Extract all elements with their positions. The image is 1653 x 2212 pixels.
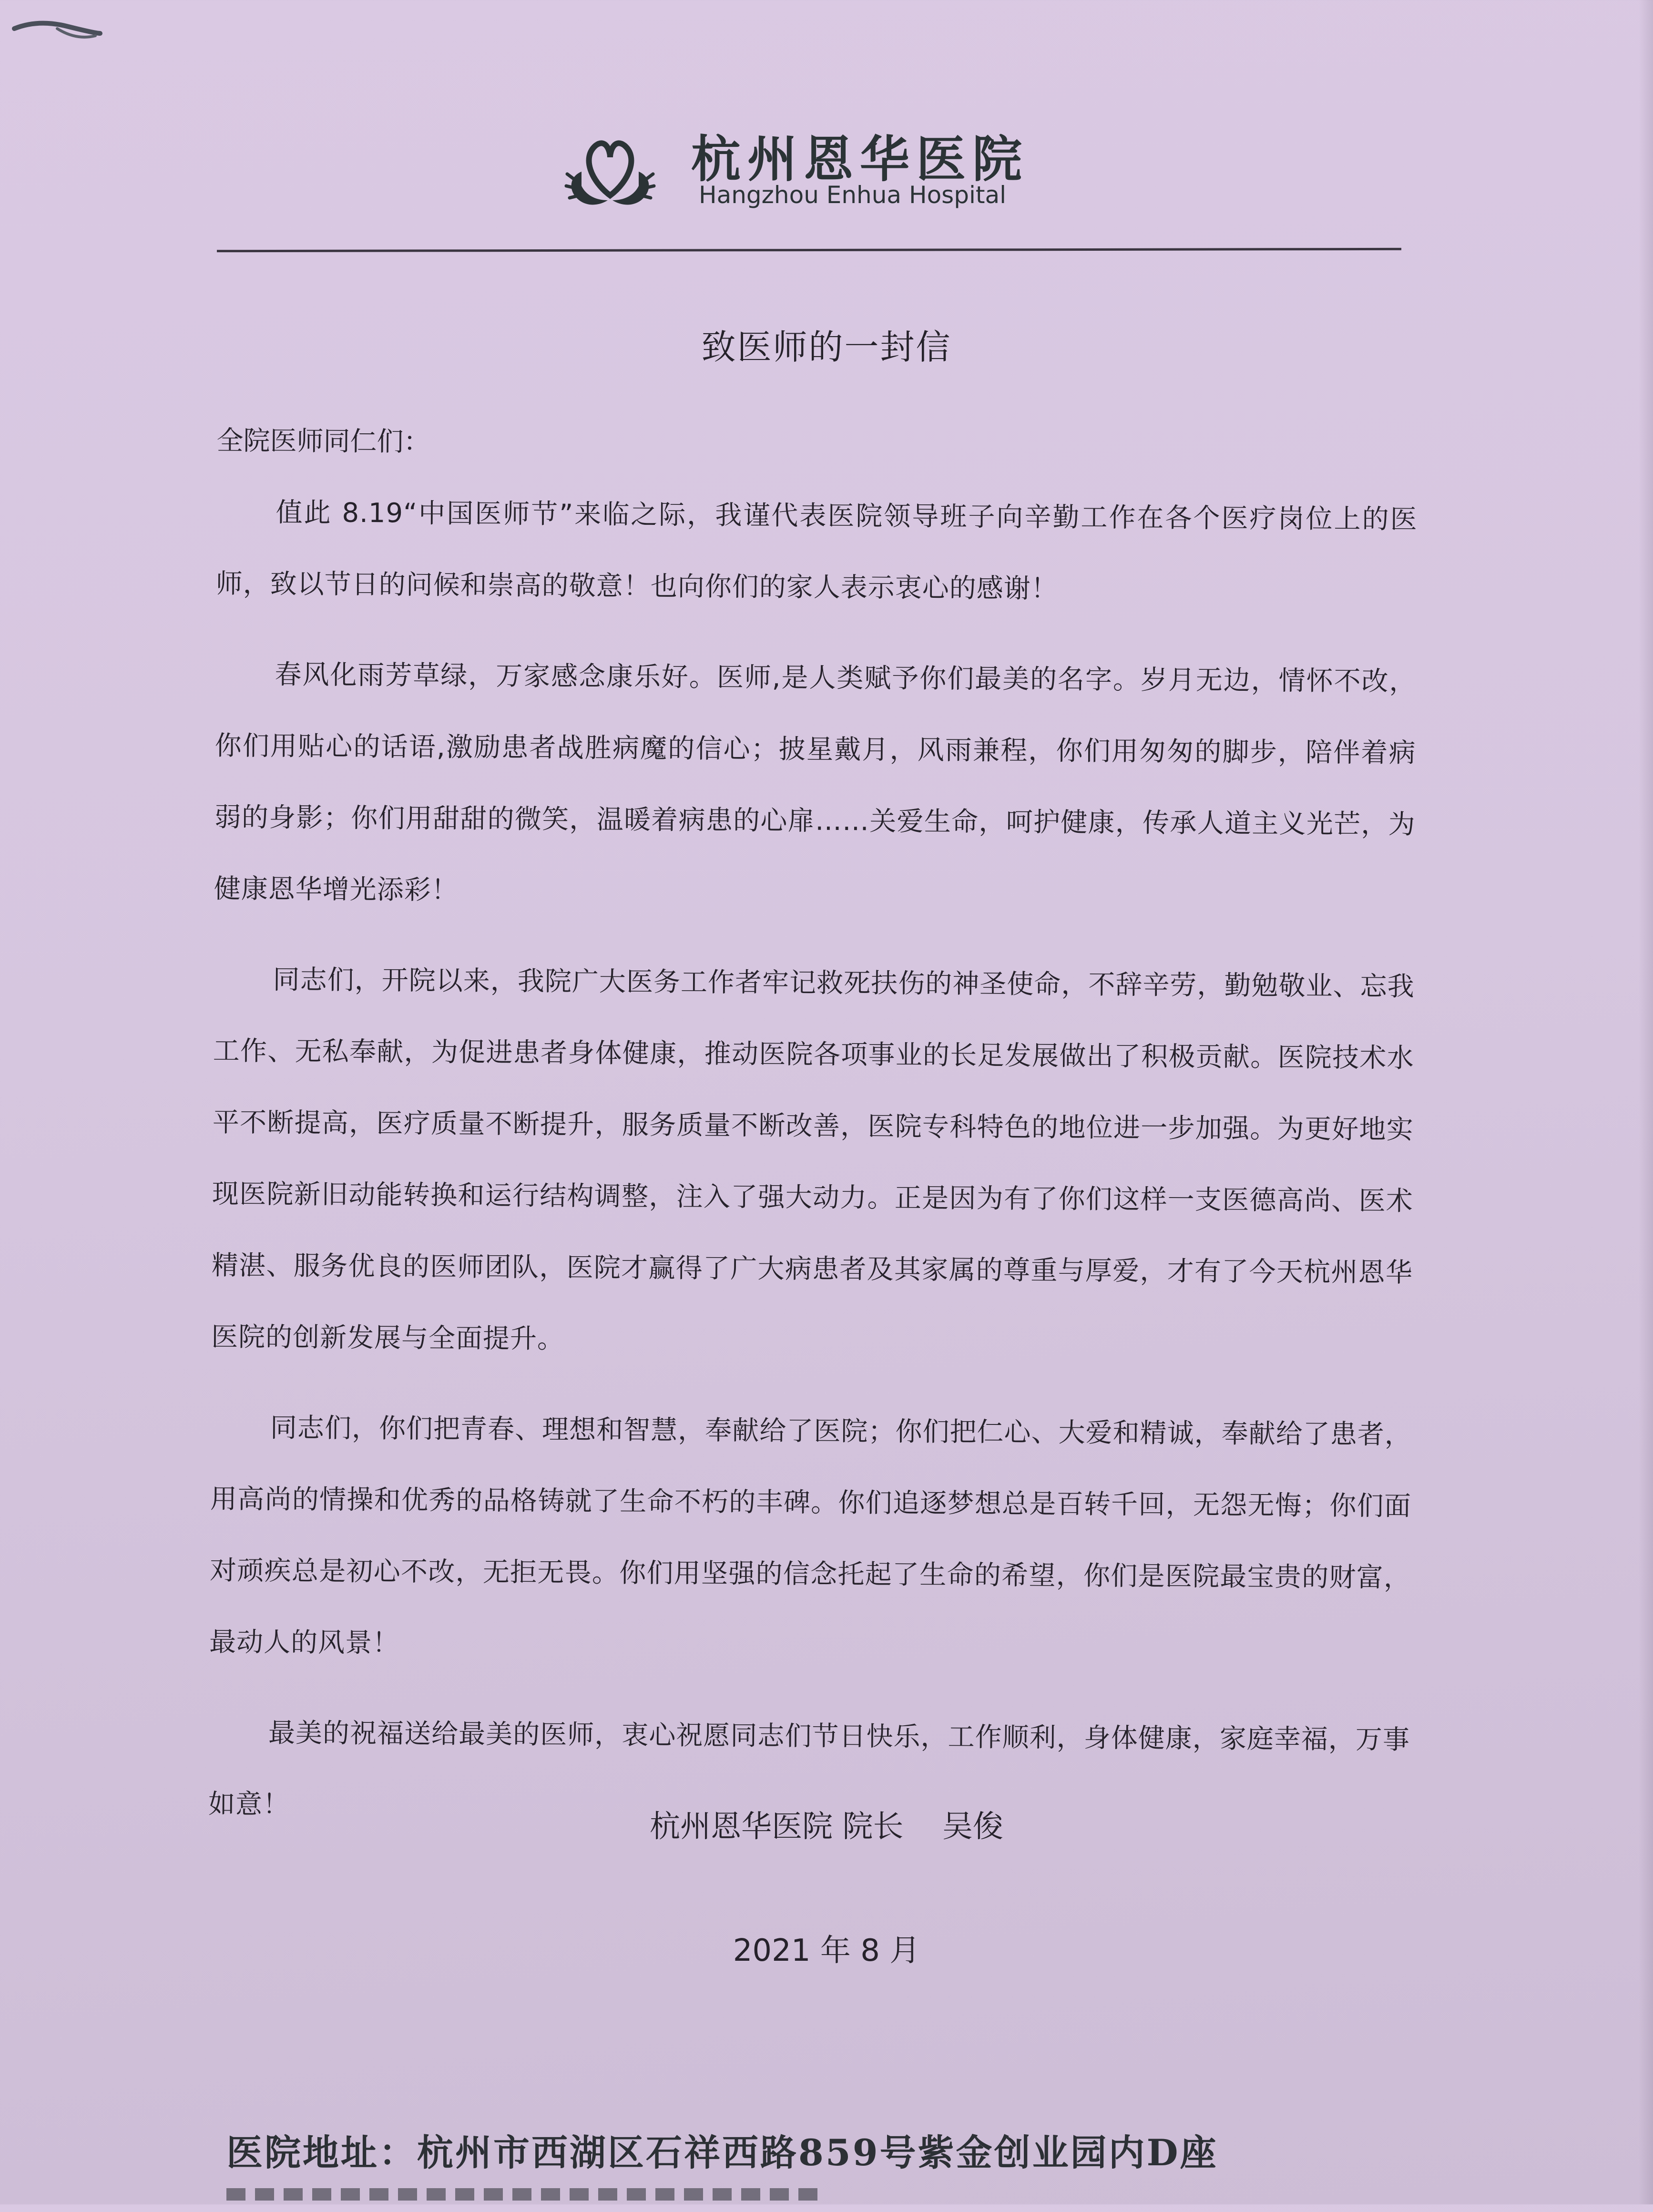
footer-address: 医院地址：杭州市西湖区石祥西路859号紫金创业园内D座 bbox=[226, 2131, 1218, 2174]
footer-phone-cutoff bbox=[226, 2183, 894, 2212]
hospital-name-en: Hangzhou Enhua Hospital bbox=[699, 181, 1006, 209]
paragraph: 春风化雨芳草绿，万家感念康乐好。医师,是人类赋予你们最美的名字。岁月无边，情怀不改，你们用贴心的话语,激励患者战胜病魔的信心；披星戴月，风雨兼程，你们用匆匆的脚步，陪伴着病弱的身影；你们用甜甜的微笑，温暖着病患的心扉……关爱生命，呵护健康，传承人道主义光芒，为健康恩华增光添彩！ bbox=[214, 659, 1417, 906]
signature bbox=[0, 1802, 1653, 1846]
letterhead bbox=[562, 110, 1087, 219]
signature-role: 院长 bbox=[842, 1809, 904, 1844]
paragraph: 同志们，开院以来，我院广大医务工作者牢记救死扶伤的神圣使命，不辞辛劳，勤勉敬业、忘我工作、无私奉献，为促进患者身体健康，推动医院各项事业的长足发展做出了积极贡献。医院技术水平不断提高，医疗质量不断提升，服务质量不断改善，医院专科特色的地位进一步加强。为更好地实现医院新旧动能转换和运行结构调整，注入了强大动力。正是因为有了你们这样一支医德高尚、医术精湛、服务优良的医师团队，医院才赢得了广大病患者及其家属的尊重与厚爱，才有了今天杭州恩华医院的创新发展与全面提升。 bbox=[211, 964, 1415, 1355]
letter-date: 2021 年 8 月 bbox=[733, 1933, 920, 1968]
paragraph: 同志们，你们把青春、理想和智慧，奉献给了医院；你们把仁心、大爱和精诚，奉献给了患者，用高尚的情操和优秀的品格铸就了生命不朽的丰碑。你们追逐梦想总是百转千回，无怨无悔；你们面对顽疾总是初心不改，无拒无畏。你们用坚强的信念托起了生命的希望，你们是医院最宝贵的财富，最动人的风景！ bbox=[209, 1412, 1412, 1659]
signature-name: 吴俊 bbox=[942, 1809, 1003, 1844]
paragraph: 值此 8.19“中国医师节”来临之际，我谨代表医院领导班子向辛勤工作在各个医疗岗位上的医师，致以节日的问候和崇高的敬意！也向你们的家人表示衷心的感谢！ bbox=[215, 497, 1418, 604]
hospital-name-cn: 杭州恩华医院 bbox=[691, 130, 1029, 188]
swan-heart-logo-icon bbox=[562, 124, 658, 215]
paragraph: 最美的祝福送给最美的医师，衷心祝愿同志们节日快乐，工作顺利，身体健康，家庭幸福，万事如意！ bbox=[208, 1717, 1410, 1820]
letter-body bbox=[208, 405, 1418, 1847]
header-divider bbox=[217, 248, 1401, 252]
pen-mark-icon bbox=[10, 14, 105, 43]
letter-title: 致医师的一封信 bbox=[701, 327, 952, 367]
signature-org: 杭州恩华医院 bbox=[650, 1809, 833, 1844]
salutation: 全院医师同仁们： bbox=[216, 425, 430, 458]
